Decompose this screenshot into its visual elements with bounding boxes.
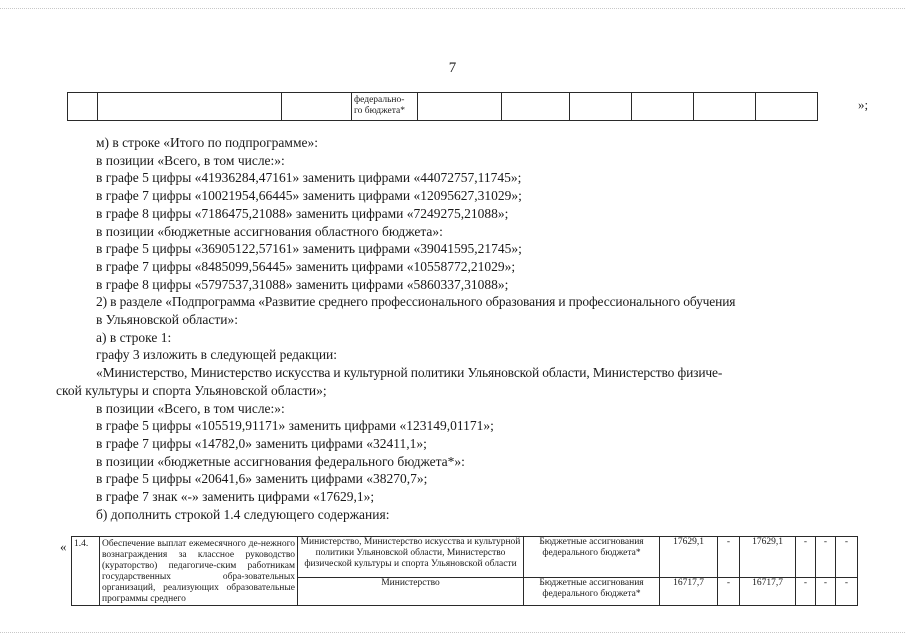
opening-quote: «	[60, 539, 67, 554]
bottom-table-row-1-4	[71, 536, 858, 606]
text-line: в графе 5 цифры «41936284,47161» заменить цифрами «44072757,11745»;	[96, 170, 522, 186]
value-year: 16717,7	[740, 578, 796, 606]
value-total: 16717,7	[660, 578, 718, 606]
page-number: 7	[448, 60, 457, 76]
table-cell	[98, 93, 282, 121]
amendment-text	[56, 134, 856, 523]
text-line: в позиции «Всего, в том числе:»:	[96, 152, 285, 168]
table-cell	[282, 93, 352, 121]
value-year: -	[718, 578, 740, 606]
text-line: в графе 8 цифры «5797537,31088» заменить цифрами «5860337,31088»;	[96, 276, 509, 292]
text-line: «Министерство, Министерство искусства и культурной политики Ульяновской области, Министерство физиче-	[96, 365, 723, 381]
text-line: в графе 5 цифры «105519,91171» заменить цифрами «123149,01171»;	[96, 418, 494, 434]
table-cell	[756, 93, 818, 121]
value-year: -	[836, 537, 858, 578]
row-description: Обеспечение выплат ежемесячного де-нежного вознаграждения за классное руководство (кураторство) педагогиче-ским работникам государственных обра-зовательных организаций, реализующих образовательные программы среднего	[100, 537, 298, 606]
text-line: графу 3 изложить в следующей редакции:	[96, 347, 338, 363]
text-line: в графе 5 цифры «36905122,57161» заменить цифрами «39041595,21745»;	[96, 241, 522, 257]
table-cell-source: федерально- го бюджета*	[352, 93, 418, 121]
value-year: -	[718, 537, 740, 578]
table-cell	[570, 93, 632, 121]
executor-cell: Министерство, Министерство искусства и культурной политики Ульяновской области, Министерство физической культуры и спорта Ульяновской области	[298, 537, 524, 578]
table-cell	[632, 93, 694, 121]
table-cell	[502, 93, 570, 121]
text-line: а) в строке 1:	[96, 329, 172, 345]
text-line: ской культуры и спорта Ульяновской области»;	[56, 382, 327, 398]
text-line: в графе 7 цифры «14782,0» заменить цифрами «32411,1»;	[96, 435, 427, 451]
text-line: 2) в разделе «Подпрограмма «Развитие среднего профессионального образования и профессионального обучения	[96, 294, 736, 310]
text-line: в графе 7 знак «-» заменить цифрами «17629,1»;	[96, 489, 375, 505]
text-line: м) в строке «Итого по подпрограмме»:	[96, 135, 318, 150]
row-number: 1.4.	[72, 537, 100, 606]
closing-quote: »;	[858, 97, 869, 112]
scan-edge-top	[0, 8, 905, 10]
value-year: -	[816, 578, 836, 606]
value-year: -	[796, 578, 816, 606]
text-line: в позиции «Всего, в том числе:»:	[96, 400, 285, 416]
source-cell: Бюджетные ассигнования федерального бюджета*	[524, 578, 660, 606]
text-line: в графе 8 цифры «7186475,21088» заменить цифрами «7249275,21088»;	[96, 205, 509, 221]
executor-cell: Министерство	[298, 578, 524, 606]
text-line: в графе 7 цифры «10021954,66445» заменить цифрами «12095627,31029»;	[96, 188, 522, 204]
table-row	[68, 93, 818, 121]
value-year: 17629,1	[740, 537, 796, 578]
text-line: в графе 7 цифры «8485099,56445» заменить цифрами «10558772,21029»;	[96, 258, 516, 274]
table-row	[72, 537, 858, 578]
table-cell	[68, 93, 98, 121]
text-line: в позиции «бюджетные ассигнования областного бюджета»:	[96, 223, 443, 239]
value-year: -	[816, 537, 836, 578]
text-line: б) дополнить строкой 1.4 следующего содержания:	[96, 506, 390, 522]
value-total: 17629,1	[660, 537, 718, 578]
top-table-fragment	[67, 92, 818, 121]
scan-edge-bottom	[0, 632, 905, 634]
text-line: в графе 5 цифры «20641,6» заменить цифрами «38270,7»;	[96, 471, 428, 487]
text-line: в Ульяновской области»:	[96, 312, 239, 328]
table-cell	[418, 93, 502, 121]
source-cell: Бюджетные ассигнования федерального бюджета*	[524, 537, 660, 578]
value-year: -	[836, 578, 858, 606]
table-cell	[694, 93, 756, 121]
text-line: в позиции «бюджетные ассигнования федерального бюджета*»:	[96, 453, 465, 469]
value-year: -	[796, 537, 816, 578]
